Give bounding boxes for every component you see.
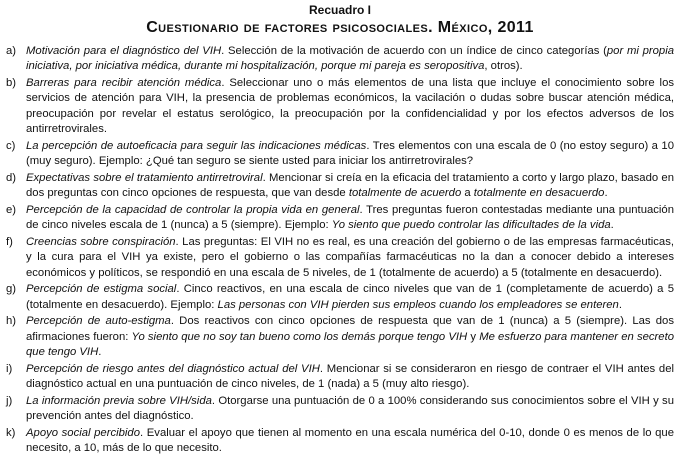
- italic-text-segment: Percepción de estigma social: [26, 283, 177, 296]
- list-item: [6, 235, 674, 281]
- italic-text-segment: La percepción de autoeficacia para seguir las indicaciones médicas: [26, 139, 367, 152]
- item-letter: c): [6, 139, 16, 152]
- list-item: [6, 76, 674, 138]
- italic-text-segment: totalmente en desacuerdo: [473, 187, 605, 200]
- item-text: [26, 203, 674, 234]
- list-item: [6, 314, 674, 360]
- italic-text-segment: Percepción de riesgo antes del diagnóstico actual del VIH: [26, 362, 320, 375]
- italic-text-segment: Yo siento que no soy tan bueno como los demás porque tengo VIH: [131, 330, 468, 343]
- box-label: Recuadro I: [308, 3, 371, 17]
- text-segment: y: [467, 330, 480, 343]
- italic-text-segment: Yo siento que puedo controlar las dificultades de la vida: [331, 219, 611, 232]
- italic-text-segment: Creencias sobre conspiración: [26, 235, 176, 248]
- italic-text-segment: totalmente de acuerdo: [348, 187, 462, 200]
- item-text: [26, 235, 674, 281]
- item-letter: k): [6, 426, 16, 439]
- text-segment: . Las preguntas: El VIH no es real, es una creación del gobierno o de las empresas farmacéuticas, y la cura para el VIH ya existe, pero el gobierno o las compañías farmacéuticas no la dan a conocer debido a intereses económicos y políticos, se respondió en una escala de 5 niveles, de 1 (totalmente de acuerdo) a 5 (totalmente en desacuerdo).: [26, 235, 674, 279]
- italic-text-segment: Percepción de auto-estigma: [26, 315, 171, 328]
- item-letter: d): [6, 171, 17, 184]
- text-segment: . Mencionar si creía en la eficacia del tratamiento a corto y largo plazo, basado en dos preguntas con cinco opciones de respuesta, que van desde: [26, 171, 674, 200]
- item-text: [26, 171, 674, 202]
- list-item: [6, 171, 674, 202]
- item-letter: h): [6, 315, 17, 328]
- list-item: [6, 362, 674, 393]
- item-letter: a): [6, 45, 17, 57]
- italic-text-segment: Expectativas sobre el tratamiento antirretroviral: [26, 171, 263, 184]
- item-letter: j): [6, 394, 13, 407]
- list-item: [6, 203, 674, 234]
- list-item: [6, 282, 674, 313]
- text-segment: . Cinco reactivos, en una escala de cinco niveles que van de 1 (completamente de acuerdo) a 5 (totalmente en desacuerdo). Ejemplo:: [26, 283, 674, 311]
- text-segment: . Dos reactivos con cinco opciones de respuesta que van de 1 (nunca) a 5 (siempre). Las dos afirmaciones fueron:: [26, 315, 674, 343]
- item-text: [26, 44, 674, 75]
- text-segment: a: [461, 187, 474, 200]
- item-text: [26, 282, 674, 313]
- text-segment: .: [618, 298, 622, 311]
- text-segment: .: [604, 187, 608, 200]
- page-title: Cuestionario de factores psicosociales. México, 2011: [146, 19, 534, 36]
- list-item: [6, 426, 674, 457]
- italic-text-segment: La información previa sobre VIH/sida: [26, 394, 212, 407]
- questionnaire-list: [6, 44, 674, 456]
- item-text: [26, 314, 674, 360]
- item-letter: b): [6, 77, 17, 89]
- item-text: [26, 362, 674, 393]
- item-letter: i): [6, 362, 13, 375]
- item-letter: g): [6, 283, 17, 296]
- item-letter: e): [6, 203, 17, 216]
- italic-text-segment: Percepción de la capacidad de controlar la propia vida en general: [26, 203, 360, 216]
- item-text: [26, 394, 674, 425]
- item-text: [26, 426, 674, 457]
- italic-text-segment: Apoyo social percibido: [26, 426, 140, 439]
- italic-text-segment: por mi propia iniciativa, por iniciativa médica, durante mi hospitalización, porque mi pareja es seropositiva: [26, 45, 675, 73]
- text-segment: .: [610, 219, 614, 232]
- italic-text-segment: Motivación para el diagnóstico del VIH: [26, 45, 222, 57]
- italic-text-segment: Las personas con VIH pierden sus empleos cuando los empleadores se enteren: [217, 298, 619, 311]
- text-segment: . Seleccionar uno o más elementos de una lista que incluye el conocimiento sobre los servicios de atención para VIH, la presencia de problemas económicos, la vacilación o dudas sobre buscar atención médica, preocupación por revelar el estatus serológico, la preocupación por la confidencialidad y por los efectos adversos de los antirretrovirales.: [26, 77, 674, 136]
- text-segment: .: [98, 346, 102, 359]
- text-segment: . Mencionar si se consideraron en riesgo de contraer el VIH antes del diagnóstico actual en una puntuación de cinco niveles, de 1 (nada) a 5 (muy alto riesgo).: [26, 362, 674, 391]
- text-segment: . Tres preguntas fueron contestadas mediante una puntuación de cinco niveles escala de 1 (nunca) a 5 (siempre). Ejemplo:: [26, 203, 674, 232]
- item-text: [26, 76, 674, 138]
- item-text: [26, 139, 674, 170]
- list-item: [6, 44, 674, 75]
- italic-text-segment: Barreras para recibir atención médica: [26, 77, 222, 89]
- text-segment: , otros).: [484, 60, 523, 73]
- text-segment: . Tres elementos con una escala de 0 (no estoy seguro) a 10 (muy seguro). Ejemplo: ¿Qué tan seguro se siente usted para iniciar los antirretrovirales?: [26, 139, 674, 168]
- list-item: [6, 394, 674, 425]
- text-segment: . Selección de la motivación de acuerdo con un índice de cinco categorías (: [221, 45, 607, 57]
- item-letter: f): [6, 235, 13, 248]
- text-segment: . Otorgarse una puntuación de 0 a 100% considerando sus conocimientos sobre el VIH y su prevención antes del diagnóstico.: [26, 394, 674, 423]
- italic-text-segment: Me esfuerzo para mantener en secreto que tengo VIH: [26, 330, 674, 359]
- text-segment: . Evaluar el apoyo que tienen al momento en una escala numérica del 0-10, donde 0 es menos de lo que necesito, a 10, más de lo que necesito.: [26, 426, 674, 455]
- list-item: [6, 139, 674, 170]
